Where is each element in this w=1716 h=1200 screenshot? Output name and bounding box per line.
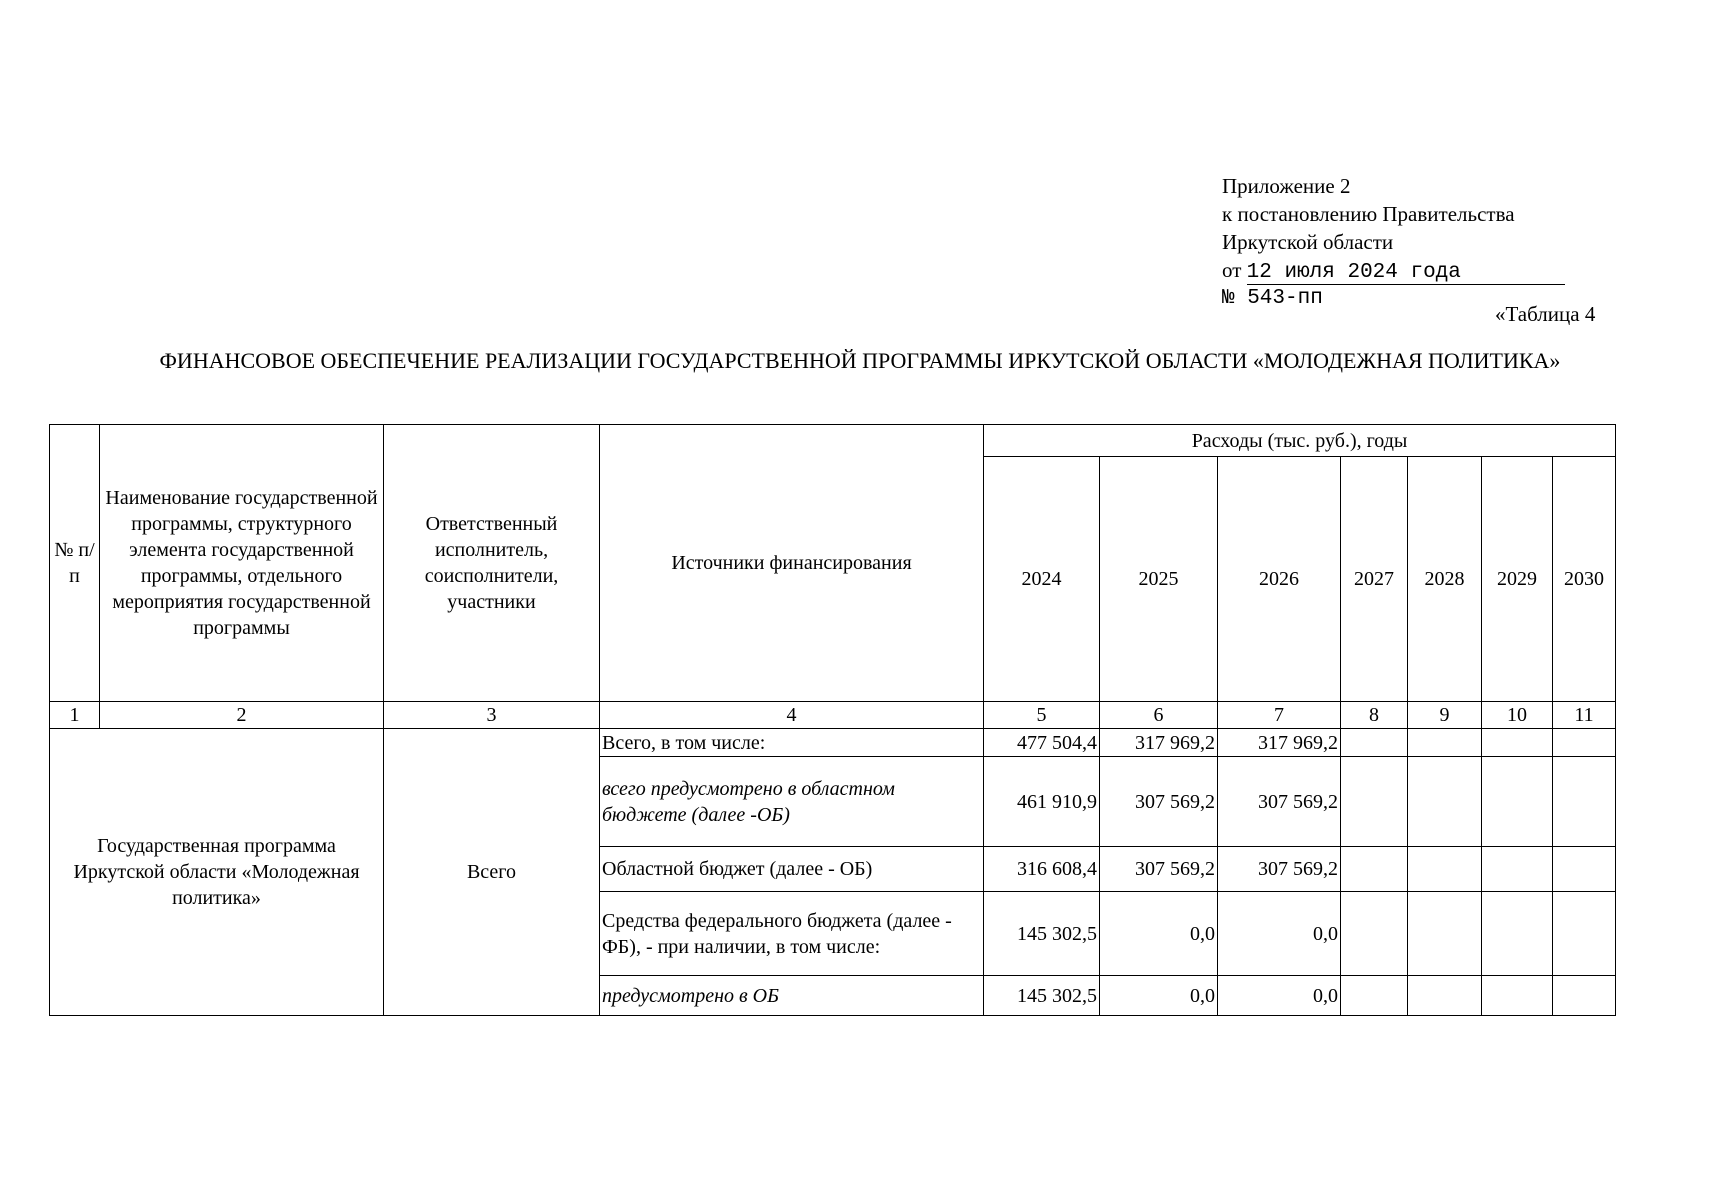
attachment-title: Приложение 2 [1222,174,1351,198]
empty-cell [1341,847,1408,892]
empty-cell [1553,729,1616,757]
document-title: ФИНАНСОВОЕ ОБЕСПЕЧЕНИЕ РЕАЛИЗАЦИИ ГОСУДАРСТВЕННОЙ ПРОГРАММЫ ИРКУТСКОЙ ОБЛАСТИ «МОЛОДЕЖНАЯ ПОЛИТИКА» [159,348,1561,373]
empty-cell [1482,757,1553,847]
date-prefix: от [1222,258,1242,282]
executor-cell: Всего [384,729,600,1016]
empty-cell [1408,976,1482,1016]
empty-cell [1408,757,1482,847]
date-value: 12 июля 2024 года [1247,262,1565,285]
header-year: 2030 [1553,457,1616,702]
value-2025: 0,0 [1100,892,1218,976]
empty-cell [1482,892,1553,976]
financing-table [49,424,1616,1016]
value-2024: 145 302,5 [984,892,1100,976]
attachment-region: Иркутской области [1222,230,1394,254]
empty-cell [1553,892,1616,976]
column-number: 3 [384,702,600,729]
value-2026: 317 969,2 [1218,729,1341,757]
source-cell: Средства федерального бюджета (далее - ФБ), - при наличии, в том числе: [600,892,984,976]
column-number: 5 [984,702,1100,729]
header-year: 2026 [1218,457,1341,702]
empty-cell [1482,729,1553,757]
empty-cell [1482,847,1553,892]
column-number: 7 [1218,702,1341,729]
empty-cell [1341,757,1408,847]
column-number: 4 [600,702,984,729]
header-expenses: Расходы (тыс. руб.), годы [984,425,1616,457]
column-number: 11 [1553,702,1616,729]
source-cell: Областной бюджет (далее - ОБ) [600,847,984,892]
empty-cell [1341,729,1408,757]
empty-cell [1341,976,1408,1016]
header-year: 2025 [1100,457,1218,702]
attachment-resolution: к постановлению Правительства [1222,202,1515,226]
header-sources: Источники финансирования [600,425,984,702]
header-name: Наименование государственной программы, структурного элемента государственной программы, отдельного мероприятия государственной программы [100,425,384,702]
column-number: 10 [1482,702,1553,729]
header-year: 2024 [984,457,1100,702]
source-cell: предусмотрено в ОБ [600,976,984,1016]
header-year: 2029 [1482,457,1553,702]
column-numbers-row [50,702,1616,729]
header-num: № п/п [50,425,100,702]
value-2024: 316 608,4 [984,847,1100,892]
column-number: 9 [1408,702,1482,729]
header-year: 2027 [1341,457,1408,702]
empty-cell [1408,847,1482,892]
table-label: «Таблица 4 [1495,302,1596,326]
value-2026: 0,0 [1218,892,1341,976]
empty-cell [1553,757,1616,847]
column-number: 2 [100,702,384,729]
value-2026: 307 569,2 [1218,757,1341,847]
column-number: 1 [50,702,100,729]
program-name: Государственная программа Иркутской области «Молодежная политика» [50,729,384,1016]
column-number: 8 [1341,702,1408,729]
value-2025: 307 569,2 [1100,847,1218,892]
empty-cell [1341,892,1408,976]
attachment-date-line [1222,256,1565,285]
empty-cell [1553,847,1616,892]
header-executor: Ответственный исполнитель, соисполнители, участники [384,425,600,702]
value-2024: 461 910,9 [984,757,1100,847]
value-2026: 0,0 [1218,976,1341,1016]
header-row [50,425,1616,457]
header-year: 2028 [1408,457,1482,702]
value-2024: 145 302,5 [984,976,1100,1016]
value-2026: 307 569,2 [1218,847,1341,892]
attachment-block [1222,172,1565,313]
empty-cell [1408,729,1482,757]
value-2025: 0,0 [1100,976,1218,1016]
source-cell: Всего, в том числе: [600,729,984,757]
value-2025: 317 969,2 [1100,729,1218,757]
source-cell: всего предусмотрено в областном бюджете (далее -ОБ) [600,757,984,847]
empty-cell [1482,976,1553,1016]
empty-cell [1408,892,1482,976]
value-2025: 307 569,2 [1100,757,1218,847]
value-2024: 477 504,4 [984,729,1100,757]
document-number: № 543-пп [1222,287,1323,310]
empty-cell [1553,976,1616,1016]
table-row [50,729,1616,757]
column-number: 6 [1100,702,1218,729]
